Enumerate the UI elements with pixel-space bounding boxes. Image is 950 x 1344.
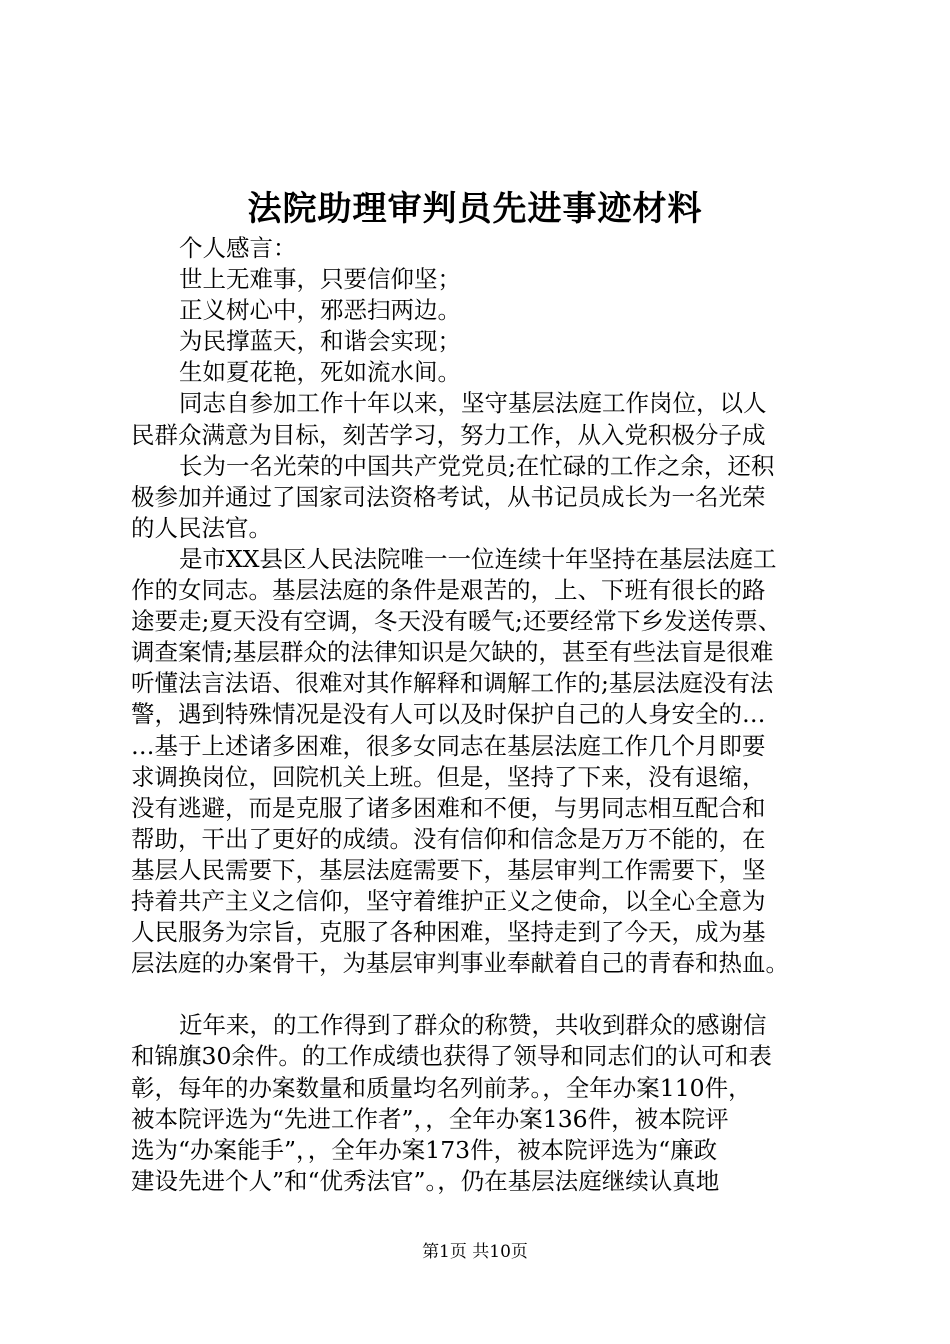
body-line: 警，遇到特殊情况是没有人可以及时保护自己的人身安全的… (131, 700, 766, 729)
body-line: 为民撑蓝天，和谐会实现； (179, 327, 461, 356)
blank-line (131, 979, 831, 1010)
body-line: 长为一名光荣的中国共产党党员;在忙碌的工作之余，还积 (179, 451, 775, 480)
body-line: 基层人民需要下，基层法庭需要下，基层审判工作需要下，坚 (131, 855, 766, 884)
body-line: 帮助，干出了更好的成绩。没有信仰和信念是万万不能的，在 (131, 824, 766, 853)
body-line: 个人感言： (179, 234, 297, 262)
document-body (131, 233, 831, 1197)
body-line: 正义树心中，邪恶扫两边。 (179, 296, 461, 325)
body-line: 求调换岗位，回院机关上班。但是，坚持了下来，没有退缩， (131, 762, 766, 791)
body-line: 世上无难事，只要信仰坚； (179, 265, 461, 294)
body-line: 近年来，的工作得到了群众的称赞，共收到群众的感谢信 (179, 1011, 767, 1040)
body-line: 极参加并通过了国家司法资格考试，从书记员成长为一名光荣 (131, 482, 766, 511)
body-line: 被本院评选为“先进工作者”，，全年办案136件，被本院评 (131, 1104, 729, 1133)
body-line: 生如夏花艳，死如流水间。 (179, 358, 461, 387)
body-line: 同志自参加工作十年以来，坚守基层法庭工作岗位，以人 (179, 389, 767, 418)
page-footer: 第1页 共10页 (422, 1242, 528, 1262)
body-line: 民群众满意为目标，刻苦学习，努力工作，从入党积极分子成 (131, 420, 766, 449)
body-line: 是市XX县区人民法院唯一一位连续十年坚持在基层法庭工 (179, 544, 777, 573)
body-line: 人民服务为宗旨，克服了各种困难，坚持走到了今天，成为基 (131, 918, 766, 947)
body-line: 选为“办案能手”，，全年办案173件，被本院评选为“廉政 (131, 1135, 718, 1164)
document-title: 法院助理审判员先进事迹材料 (247, 189, 703, 229)
body-line: 作的女同志。基层法庭的条件是艰苦的，上、下班有很长的路 (131, 576, 766, 605)
body-line: 和锦旗30余件。的工作成绩也获得了领导和同志们的认可和表 (131, 1042, 772, 1071)
body-line: 没有逃避，而是克服了诸多困难和不便，与男同志相互配合和 (131, 793, 766, 822)
body-line: 的人民法官。 (131, 513, 272, 542)
body-line: 听懂法言法语、很难对其作解释和调解工作的;基层法庭没有法 (131, 669, 774, 698)
body-line: 彰，每年的办案数量和质量均名列前茅。，全年办案110件， (131, 1073, 752, 1102)
body-line: 层法庭的办案骨干，为基层审判事业奉献着自己的青春和热血。 (131, 949, 789, 978)
body-line: 调查案情;基层群众的法律知识是欠缺的，甚至有些法盲是很难 (131, 638, 774, 667)
body-line: …基于上述诸多困难，很多女同志在基层法庭工作几个月即要 (131, 731, 766, 760)
body-line: 持着共产主义之信仰，坚守着维护正义之使命，以全心全意为 (131, 886, 766, 915)
body-line: 建设先进个人”和“优秀法官”。，仍在基层法庭继续认真地 (131, 1166, 720, 1195)
body-line: 途要走;夏天没有空调，冬天没有暖气;还要经常下乡发送传票、 (131, 607, 782, 636)
